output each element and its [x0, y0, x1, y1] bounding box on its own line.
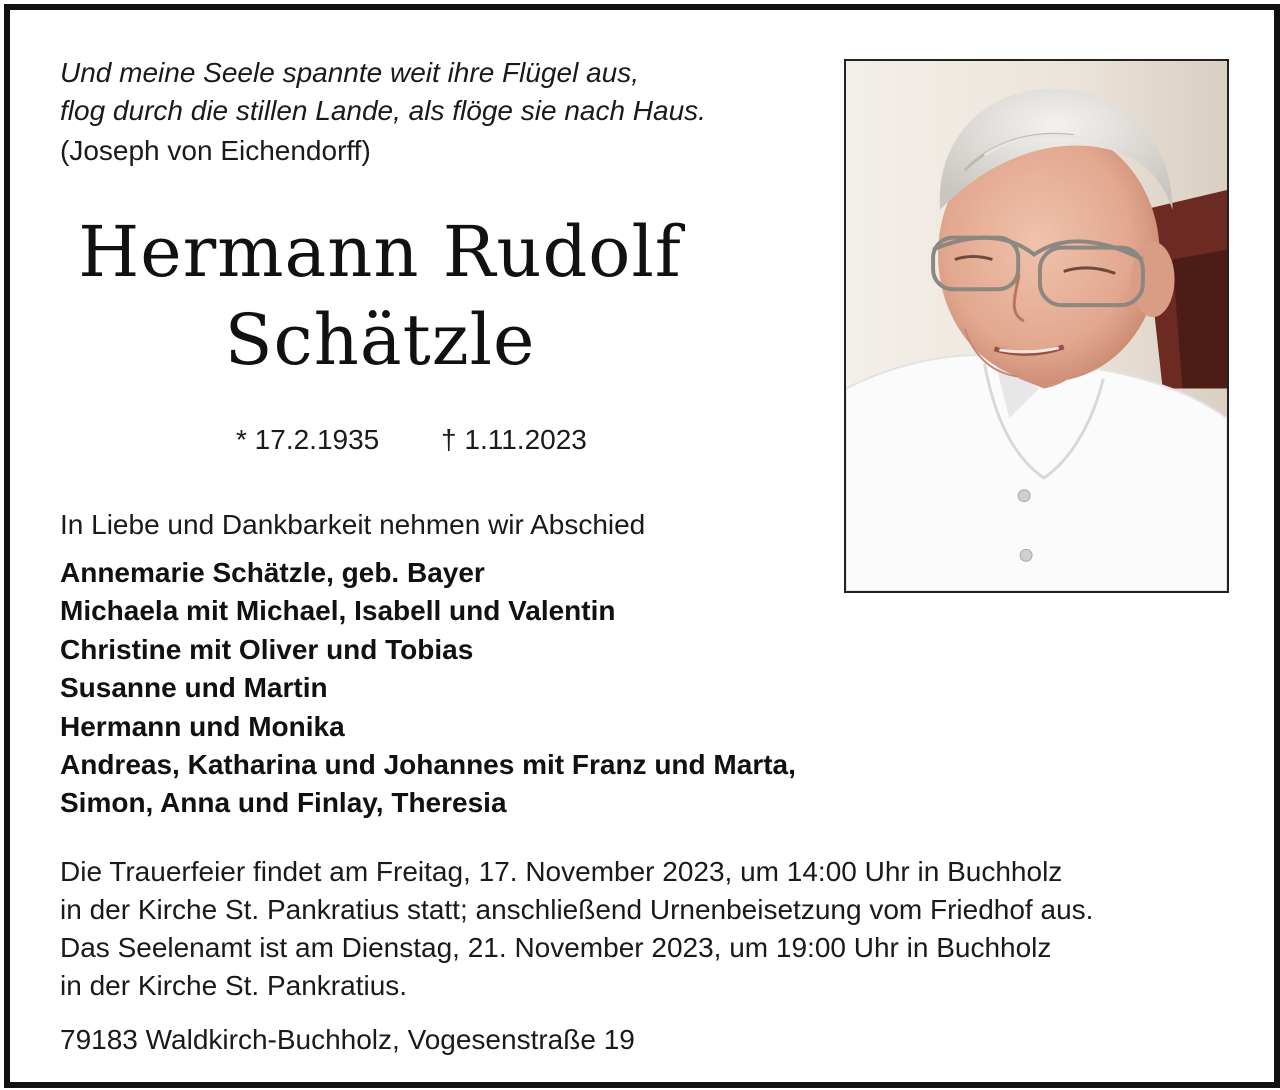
death-date: † 1.11.2023 — [441, 424, 587, 455]
farewell-intro: In Liebe und Dankbarkeit nehmen wir Abschied — [60, 509, 646, 540]
mourner-line: Andreas, Katharina und Johannes mit Franz und Marta, — [60, 749, 796, 781]
name-line-1: Hermann Rudolf — [78, 211, 682, 293]
deceased-name — [70, 208, 690, 384]
service-details — [60, 853, 1093, 1005]
quote-line-2: flog durch die stillen Lande, als flöge sie nach Haus. — [60, 95, 706, 126]
poem-quote — [60, 54, 706, 170]
mourner-line: Hermann und Monika — [60, 710, 345, 742]
portrait-illustration — [846, 61, 1227, 591]
obituary-content — [10, 10, 1274, 1082]
mourner-line: Susanne und Martin — [60, 672, 328, 704]
portrait-photo — [844, 59, 1229, 593]
service-line: in der Kirche St. Pankratius. — [60, 970, 408, 1001]
name-line-2: Schätzle — [224, 299, 536, 381]
obituary-frame — [4, 4, 1280, 1088]
mourner-line: Annemarie Schätzle, geb. Bayer — [60, 557, 485, 588]
birth-date: * 17.2.1935 — [236, 424, 380, 455]
mourner-line: Michaela mit Michael, Isabell und Valentin — [60, 595, 616, 627]
mourner-line: Simon, Anna und Finlay, Theresia — [60, 787, 507, 819]
service-line: in der Kirche St. Pankratius statt; anschließend Urnenbeisetzung vom Friedhof aus. — [60, 894, 1094, 925]
quote-author: (Joseph von Eichendorff) — [60, 135, 371, 166]
service-line: Die Trauerfeier findet am Freitag, 17. November 2023, um 14:00 Uhr in Buchholz — [60, 856, 1063, 887]
mourners-list — [60, 554, 796, 823]
service-line: Das Seelenamt ist am Dienstag, 21. November 2023, um 19:00 Uhr in Buchholz — [60, 932, 1052, 963]
life-dates — [236, 422, 587, 458]
mourner-line: Christine mit Oliver und Tobias — [60, 633, 474, 665]
family-address: 79183 Waldkirch-Buchholz, Vogesenstraße 19 — [60, 1024, 635, 1055]
quote-line-1: Und meine Seele spannte weit ihre Flügel aus, — [60, 57, 640, 88]
